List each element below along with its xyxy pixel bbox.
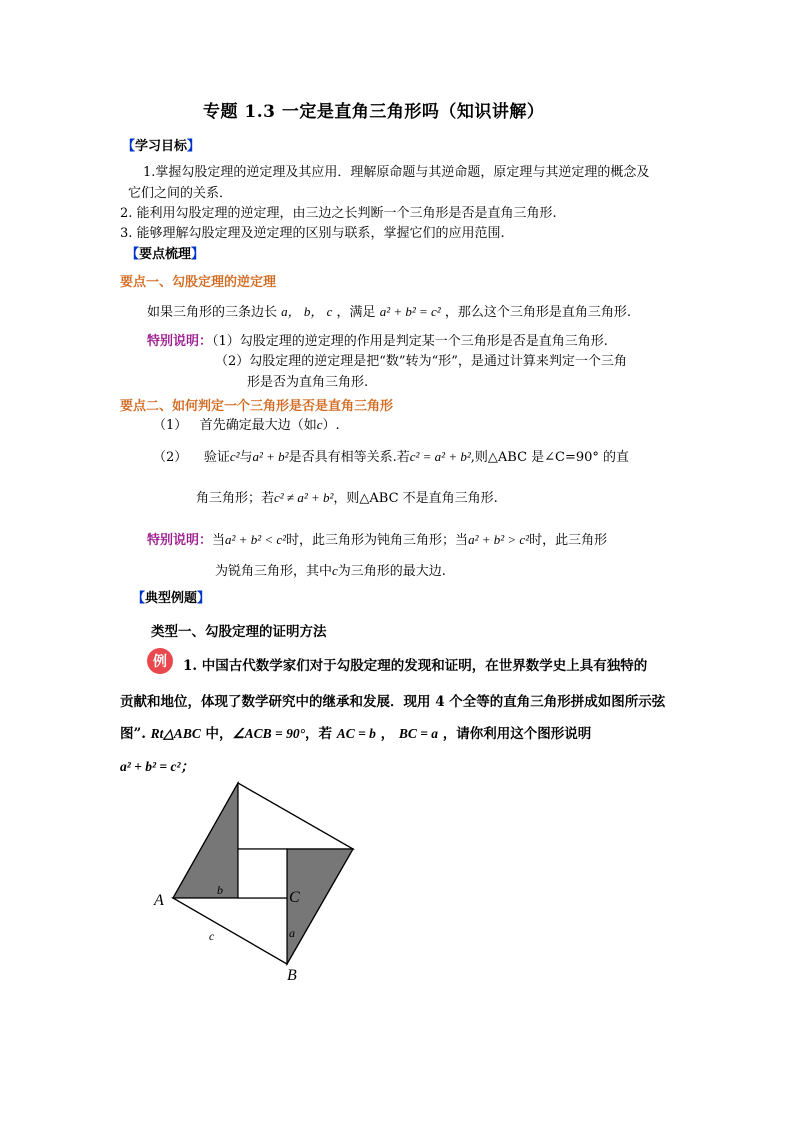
goal-1: 1.掌握勾股定理的逆定理及其应用．理解原命题与其逆命题，原定理与其逆定理的概念及	[143, 165, 650, 180]
section-tag-examples: 【典型例题】	[132, 591, 211, 606]
pythagoras-figure	[150, 780, 370, 985]
section-tag-points: 【要点梳理】	[126, 247, 205, 262]
figure-shapes	[173, 783, 353, 964]
example1-line3: 图”. Rt△ABC 中，∠ACB = 90°，若 AC = b ， BC = a ，请你利用这个图形说明	[120, 726, 592, 742]
label-A: A	[154, 892, 164, 909]
label-C: C	[289, 889, 300, 906]
label-a: a	[289, 926, 295, 940]
point1-statement: 如果三角形的三条边长 a， b， c ，满足 a² + b² = c² ，那么这个三角形是直角三角形.	[147, 304, 631, 320]
point1-heading: 要点一、勾股定理的逆定理	[120, 275, 277, 290]
note1-line2: （2）勾股定理的逆定理是把“数”转为“形”，是通过计算来判定一个三角	[215, 354, 627, 369]
point2-heading: 要点二、如何判定一个三角形是否是直角三角形	[120, 399, 394, 414]
note2-line2: 为锐角三角形，其中c为三角形的最大边.	[215, 563, 446, 579]
point2-step1: （1） 首先确定最大边（如c）.	[153, 417, 340, 433]
page-title: 专题 1.3 一定是直角三角形吗（知识讲解）	[203, 102, 545, 122]
example1-line4: a² + b² = c²；	[120, 759, 195, 774]
example1-line2: 贡献和地位，体现了数学研究中的继承和发展．现用 4 个全等的直角三角形拼成如图所示弦	[120, 694, 666, 710]
label-B: B	[287, 967, 297, 984]
goal-2: 2. 能利用勾股定理的逆定理，由三边之长判断一个三角形是否是直角三角形.	[120, 206, 557, 221]
label-c: c	[209, 929, 215, 943]
label-b: b	[217, 883, 223, 897]
inner-square	[238, 849, 287, 898]
goal-1-cont: 它们之间的关系．	[128, 186, 233, 201]
example-badge: 例	[147, 648, 173, 674]
note1-line3: 形是否为直角三角形.	[247, 375, 369, 390]
type1-heading: 类型一、勾股定理的证明方法	[151, 624, 327, 640]
example1-line1: 1. 中国古代数学家们对于勾股定理的发现和证明，在世界数学史上具有独特的	[183, 658, 648, 674]
section-tag-goals: 【学习目标】	[122, 139, 201, 154]
note1-line1: 特别说明：（1）勾股定理的逆定理的作用是判定某一个三角形是否是直角三角形.	[147, 334, 608, 349]
goal-3: 3. 能够理解勾股定理及逆定理的区别与联系，掌握它们的应用范围.	[120, 226, 505, 241]
point2-step2-line1: （2） 验证c²与a² + b²是否具有相等关系.若c² = a² + b²,则△ABC 是∠C=90° 的直	[153, 449, 630, 465]
note2-line1: 特别说明：当a² + b² < c²时，此三角形为钝角三角形；当a² + b² > c²时，此三角形	[147, 532, 608, 548]
point2-step2-line2: 角三角形；若c² ≠ a² + b²，则△ABC 不是直角三角形.	[196, 490, 498, 506]
